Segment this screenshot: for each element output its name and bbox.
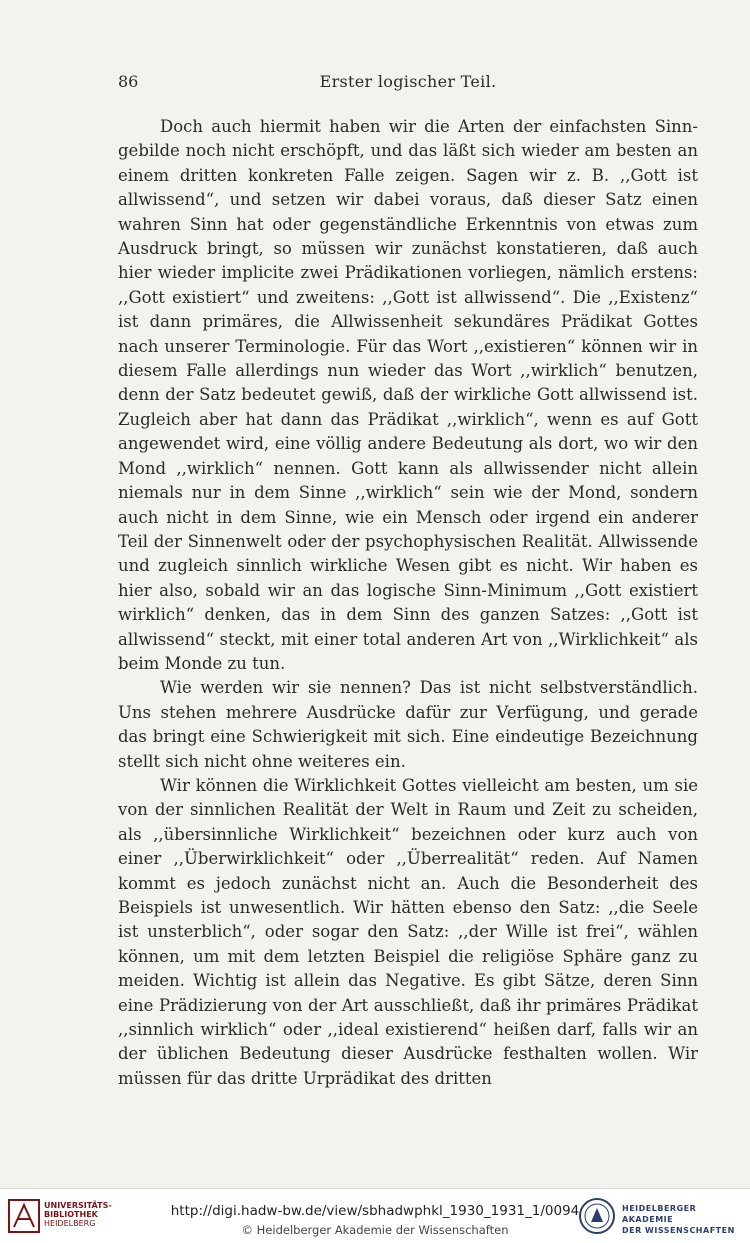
academy-seal-icon — [578, 1197, 616, 1235]
running-title: Erster logischer Teil. — [319, 72, 497, 91]
body-text — [118, 115, 698, 1091]
page-header — [118, 72, 698, 96]
university-library-name: UNIVERSITÄTS- BIBLIOTHEK HEIDELBERG — [44, 1201, 112, 1228]
copyright-notice: © Heidelberger Akademie der Wissenschaften — [241, 1223, 509, 1237]
paragraph: Wie werden wir sie nennen? Das ist nicht selbstverständlich. Uns stehen mehrere Ausdrücke dafür zur Verfügung, und gerade das bringt eine Schwierigkeit mit sich. Eine eindeutige Bezeichnung stellt sich nicht ohne weiteres ein. — [118, 678, 698, 771]
page-number: 86 — [118, 72, 139, 91]
paragraph: Wir können die Wirklichkeit Gottes vielleicht am besten, um sie von der sinnlichen Realität der Welt in Raum und Zeit zu scheiden, als ,,übersinnliche Wirklichkeit“ bezeichnen oder kurz auch von einer ,,Überwirklichkeit“ oder ,,Überrealität“ reden. Auf Namen kommt es jedoch zunächst nicht an. Auch die Besonderheit des Beispiels ist unwesentlich. Wir hätten ebenso den Satz: ,,die Seele ist unsterblich“, oder sogar den Satz: ,,der Wille ist frei“, wählen können, um mit dem letzten Beispiel die religiöse Sphäre ganz zu meiden. Wichtig ist allein das Negative. Es gibt Sätze, deren Sinn eine Prädizierung von der Art ausschließt, daß ihr primäres Prädikat ,,sinnlich wirklich“ oder ,,ideal existierend“ heißen darf, falls wir an der üblichen Bedeutung dieser Ausdrücke festhalten wollen. Wir müssen für das dritte Urprädikat des dritten — [118, 775, 698, 1088]
academy-name: HEIDELBERGER AKADEMIE DER WISSENSCHAFTEN — [622, 1204, 735, 1235]
permalink-url[interactable]: http://digi.hadw-bw.de/view/sbhadwphkl_1930_1931_1/0094 — [170, 1203, 580, 1219]
viewer-footer — [0, 1188, 750, 1243]
paragraph: Doch auch hiermit haben wir die Arten der einfachsten Sinngebilde noch nicht erschöpft, und das läßt sich wieder am besten an einem dritten konkreten Falle zeigen. Sagen wir z. B. ,,Gott ist allwissend“, und setzen wir dabei voraus, daß dieser Satz einen wahren Sinn hat oder gegenständliche Erkenntnis von etwas zum Ausdruck bringt, so müssen wir zunächst konstatieren, daß auch hier wieder implicite zwei Prädikationen vorliegen, nämlich erstens: ,,Gott existiert“ und zweitens: ,,Gott ist allwissend“. Die ,,Existenz“ ist dann primäres, die Allwissenheit sekundäres Prädikat Gottes nach unserer Terminologie. Für das Wort ,,existieren“ können wir in diesem Falle allerdings nun wieder das Wort ,,wirklich“ benutzen, denn der Satz bedeutet gewiß, daß der wirkliche Gott allwissend ist. Zugleich aber hat dann das Prädikat ,,wirklich“, wenn es auf Gott angewendet wird, eine völlig andere Bedeutung als dort, wo wir den Mond ,,wirklich“ nennen. Gott kann als allwissender nicht allein niemals nur in dem Sinne ,,wirklich“ sein wie der Mond, sondern auch nicht in dem Sinne, wie ein Mensch oder irgend ein anderer Teil der Sinnenwelt oder der psychophysischen Realität. Allwissende und zugleich sinnlich wirkliche Wesen gibt es nicht. Wir haben es hier also, sobald wir an das logische Sinn-Minimum ,,Gott existiert wirklich“ denken, das in dem Sinn des ganzen Satzes: ,,Gott ist allwissend“ steckt, mit einer total anderen Art von ,,Wirklichkeit“ als beim Monde zu tun. — [118, 117, 698, 673]
